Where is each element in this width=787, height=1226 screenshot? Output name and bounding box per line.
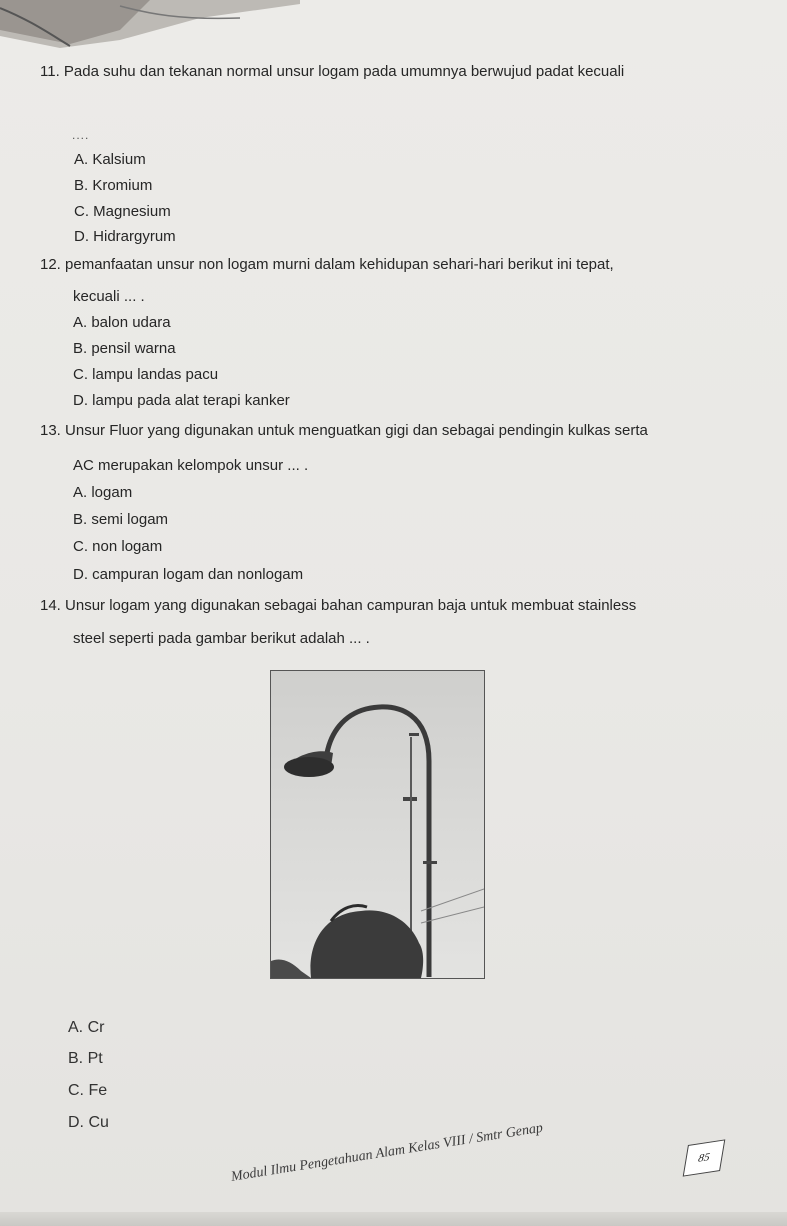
question-11-option-c[interactable]: C. Magnesium	[74, 203, 171, 220]
street-lamp-photo	[270, 670, 485, 979]
question-12-text: 12. pemanfaatan unsur non logam murni dalam kehidupan sehari-hari berikut ini tepat,	[40, 256, 614, 273]
question-12-option-b[interactable]: B. pensil warna	[73, 340, 176, 357]
question-13-text: 13. Unsur Fluor yang digunakan untuk menguatkan gigi dan sebagai pendingin kulkas serta	[40, 422, 648, 439]
question-11-text: 11. Pada suhu dan tekanan normal unsur logam pada umumnya berwujud padat kecuali	[40, 63, 625, 80]
street-lamp-image	[271, 671, 484, 978]
question-14-option-b[interactable]: B. Pt	[68, 1050, 103, 1067]
question-13-continuation: AC merupakan kelompok unsur ... .	[73, 457, 309, 474]
page-footer: Modul Ilmu Pengetahuan Alam Kelas VIII / Smtr Genap	[230, 1120, 544, 1185]
question-13-option-a[interactable]: A. logam	[73, 484, 133, 501]
question-13-option-d[interactable]: D. campuran logam dan nonlogam	[73, 566, 304, 583]
question-12-option-a[interactable]: A. balon udara	[73, 314, 171, 331]
question-11-option-a[interactable]: A. Kalsium	[74, 151, 146, 168]
question-11-option-d[interactable]: D. Hidrargyrum	[74, 228, 176, 245]
question-14-continuation: steel seperti pada gambar berikut adalah ... .	[73, 630, 370, 647]
question-14-text: 14. Unsur logam yang digunakan sebagai bahan campuran baja untuk membuat stainless	[40, 597, 637, 614]
question-14-option-a[interactable]: A. Cr	[68, 1019, 105, 1036]
question-11-option-b[interactable]: B. Kromium	[74, 177, 153, 194]
question-13-option-b[interactable]: B. semi logam	[73, 511, 169, 528]
page-number-badge: 85	[683, 1139, 726, 1176]
page-bottom-edge	[0, 1212, 787, 1226]
question-14-option-d[interactable]: D. Cu	[68, 1114, 109, 1131]
question-14-option-c[interactable]: C. Fe	[68, 1082, 108, 1099]
question-12-continuation: kecuali ... .	[73, 288, 145, 305]
question-12-option-d[interactable]: D. lampu pada alat terapi kanker	[73, 392, 290, 409]
question-11-dots: ....	[72, 128, 90, 142]
question-12-option-c[interactable]: C. lampu landas pacu	[73, 366, 219, 383]
torn-photo-corner	[0, 0, 300, 48]
question-13-option-c[interactable]: C. non logam	[73, 538, 163, 555]
